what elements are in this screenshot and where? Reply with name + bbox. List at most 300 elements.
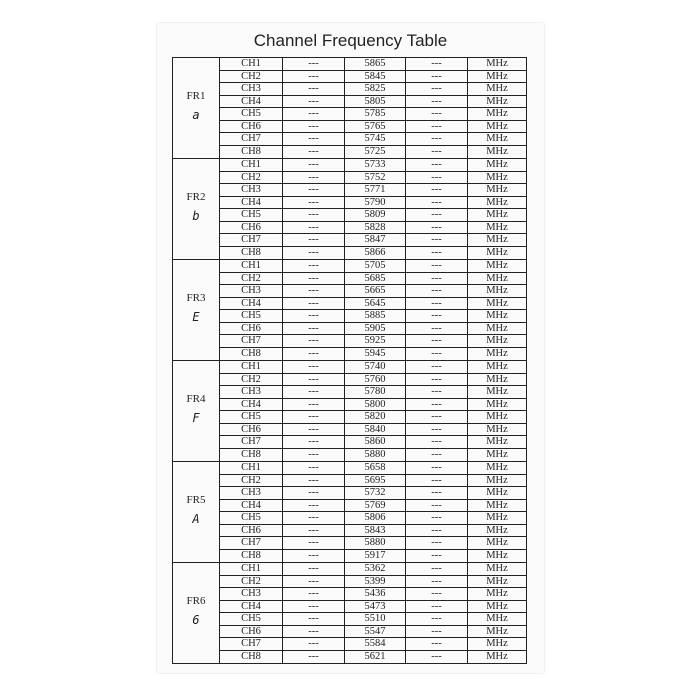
dash-cell: --- [283,411,345,423]
frequency-cell: 5866 [345,247,406,260]
dash-cell: --- [406,58,468,70]
frequency-cell: 5725 [345,146,406,159]
band-label: FR5 [186,494,206,506]
dash-cell: --- [406,436,468,448]
dash-cell: --- [406,298,468,310]
dash-cell: --- [283,146,345,159]
channel-cell: CH5 [220,310,283,322]
dash-cell: --- [406,247,468,260]
channel-cell: CH8 [220,348,283,361]
dash-cell: --- [406,361,468,373]
table-row [220,209,526,222]
table-row [220,626,526,639]
unit-cell: MHz [486,512,508,523]
frequency-cell: 5780 [345,386,406,398]
dash-cell: --- [283,335,345,347]
channel-cell: CH2 [220,576,283,588]
unit-cell: MHz [486,373,508,385]
dash-cell: --- [283,537,345,549]
dash-cell: --- [406,83,468,95]
table-row [220,588,526,601]
table-row [220,260,526,273]
dash-cell: --- [283,273,345,285]
band-cell [173,159,220,259]
dash-cell: --- [406,121,468,133]
dash-cell: --- [406,172,468,184]
dash-cell: --- [283,96,345,108]
frequency-cell: 5658 [345,462,406,474]
table-row [220,550,526,563]
table-row [220,436,526,449]
frequency-cell: 5473 [345,601,406,613]
unit-cell: MHz [486,563,508,574]
dash-cell: --- [283,247,345,260]
unit-cell: MHz [486,638,508,649]
unit-cell: MHz [486,524,508,536]
frequency-cell: 5905 [345,323,406,335]
dash-cell: --- [283,58,345,70]
unit-cell: MHz [486,436,508,447]
table-row [220,348,526,361]
channel-cell: CH3 [220,285,283,297]
table-row [220,146,526,159]
unit-cell: MHz [486,285,508,296]
table-row [220,298,526,311]
table-row [220,487,526,500]
table-row [220,247,526,260]
unit-cell: MHz [486,95,508,107]
dash-cell: --- [406,613,468,625]
dash-cell: --- [283,500,345,512]
channel-cell: CH1 [220,159,283,171]
unit-cell: MHz [486,347,508,359]
channel-cell: CH7 [220,335,283,347]
dash-cell: --- [283,487,345,499]
unit-cell: MHz [486,133,508,144]
channel-cell: CH2 [220,172,283,184]
dash-cell: --- [283,234,345,246]
table-row [220,424,526,437]
frequency-cell: 5510 [345,613,406,625]
frequency-cell: 5847 [345,234,406,246]
dash-cell: --- [406,133,468,145]
band-group [173,260,526,361]
channel-cell: CH6 [220,626,283,638]
unit-cell: MHz [486,398,508,410]
channel-cell: CH6 [220,222,283,234]
channel-cell: CH3 [220,386,283,398]
unit-cell: MHz [486,310,508,321]
unit-cell: MHz [486,411,508,422]
dash-cell: --- [283,374,345,386]
dash-cell: --- [283,121,345,133]
frequency-cell: 5865 [345,58,406,70]
frequency-cell: 5740 [345,361,406,373]
dash-cell: --- [283,588,345,600]
frequency-cell: 5840 [345,424,406,436]
dash-cell: --- [283,108,345,120]
dash-cell: --- [406,184,468,196]
channel-cell: CH7 [220,537,283,549]
dash-cell: --- [283,197,345,209]
table-row [220,58,526,71]
dash-cell: --- [283,638,345,650]
dash-cell: --- [283,462,345,474]
dash-cell: --- [283,83,345,95]
frequency-cell: 5685 [345,273,406,285]
unit-cell: MHz [486,70,508,82]
table-row [220,234,526,247]
dash-cell: --- [406,651,468,664]
channel-cell: CH5 [220,411,283,423]
table-row [220,613,526,626]
channel-cell: CH1 [220,361,283,373]
unit-cell: MHz [486,260,508,271]
channel-cell: CH7 [220,234,283,246]
frequency-cell: 5828 [345,222,406,234]
dash-cell: --- [406,601,468,613]
dash-cell: --- [406,285,468,297]
dash-cell: --- [406,638,468,650]
dash-cell: --- [406,449,468,462]
channel-cell: CH7 [220,638,283,650]
dash-cell: --- [283,449,345,462]
dash-cell: --- [283,651,345,664]
channel-cell: CH5 [220,613,283,625]
channel-cell: CH6 [220,323,283,335]
unit-cell: MHz [486,386,508,397]
channel-cell: CH8 [220,247,283,260]
dash-cell: --- [406,96,468,108]
band-display-glyph: F [192,411,200,425]
band-cell [173,462,220,562]
band-cell [173,563,220,663]
dash-cell: --- [406,310,468,322]
table-row [220,310,526,323]
table-row [220,525,526,538]
dash-cell: --- [406,512,468,524]
dash-cell: --- [283,436,345,448]
channel-cell: CH4 [220,399,283,411]
unit-cell: MHz [486,196,508,208]
dash-cell: --- [283,298,345,310]
frequency-cell: 5825 [345,83,406,95]
unit-cell: MHz [486,499,508,511]
channel-cell: CH5 [220,512,283,524]
frequency-cell: 5760 [345,374,406,386]
dash-cell: --- [283,386,345,398]
unit-cell: MHz [486,462,508,473]
dash-cell: --- [283,525,345,537]
unit-cell: MHz [486,108,508,119]
frequency-cell: 5790 [345,197,406,209]
band-display-glyph: A [192,512,200,526]
dash-cell: --- [406,209,468,221]
dash-cell: --- [406,588,468,600]
page-title: Channel Frequency Table [253,31,448,50]
table-row [220,159,526,172]
table-row [220,361,526,374]
dash-cell: --- [406,335,468,347]
band-label: FR2 [186,191,206,203]
unit-cell: MHz [486,625,508,637]
table-row [220,172,526,185]
band-cell [173,260,220,360]
table-row [220,651,526,664]
channel-cell: CH8 [220,449,283,462]
unit-cell: MHz [486,322,508,334]
channel-cell: CH3 [220,588,283,600]
dash-cell: --- [406,411,468,423]
channel-cell: CH6 [220,424,283,436]
channel-cell: CH2 [220,71,283,83]
frequency-cell: 5771 [345,184,406,196]
dash-cell: --- [283,550,345,563]
channel-cell: CH1 [220,563,283,575]
frequency-cell: 5885 [345,310,406,322]
unit-cell: MHz [486,297,508,309]
channel-cell: CH1 [220,260,283,272]
table-row [220,197,526,210]
band-display-glyph: E [192,310,200,324]
frequency-cell: 5547 [345,626,406,638]
dash-cell: --- [406,626,468,638]
channel-cell: CH4 [220,197,283,209]
table-row [220,323,526,336]
unit-cell: MHz [486,613,508,624]
band-group [173,462,526,563]
table-row [220,512,526,525]
channel-cell: CH3 [220,487,283,499]
dash-cell: --- [406,576,468,588]
band-group [173,159,526,260]
band-display-glyph: b [192,209,200,223]
frequency-cell: 5765 [345,121,406,133]
unit-cell: MHz [486,171,508,183]
dash-cell: --- [406,500,468,512]
channel-cell: CH8 [220,146,283,159]
table-row [220,475,526,488]
dash-cell: --- [406,71,468,83]
channel-cell: CH4 [220,96,283,108]
table-row [220,449,526,462]
channel-cell: CH4 [220,601,283,613]
dash-cell: --- [406,399,468,411]
channel-cell: CH8 [220,550,283,563]
band-cell [173,58,220,158]
dash-cell: --- [406,475,468,487]
table-row [220,537,526,550]
frequency-cell: 5665 [345,285,406,297]
frequency-cell: 5945 [345,348,406,361]
channel-cell: CH3 [220,184,283,196]
dash-cell: --- [283,209,345,221]
dash-cell: --- [283,348,345,361]
frequency-cell: 5820 [345,411,406,423]
frequency-cell: 5880 [345,449,406,462]
unit-cell: MHz [486,600,508,612]
frequency-cell: 5769 [345,500,406,512]
dash-cell: --- [406,348,468,361]
table-row [220,462,526,475]
frequency-cell: 5362 [345,563,406,575]
dash-cell: --- [406,462,468,474]
channel-cell: CH3 [220,83,283,95]
table-row [220,335,526,348]
unit-cell: MHz [486,120,508,132]
table-row [220,184,526,197]
frequency-cell: 5695 [345,475,406,487]
channel-cell: CH1 [220,462,283,474]
unit-cell: MHz [486,272,508,284]
unit-cell: MHz [486,650,508,662]
band-display-glyph: 6 [192,613,200,627]
unit-cell: MHz [486,487,508,498]
unit-cell: MHz [486,234,508,245]
unit-cell: MHz [486,549,508,561]
dash-cell: --- [283,512,345,524]
dash-cell: --- [406,197,468,209]
channel-cell: CH5 [220,209,283,221]
table-row [220,273,526,286]
unit-cell: MHz [486,575,508,587]
band-display-glyph: a [192,108,200,122]
table-row [220,83,526,96]
channel-frequency-table [172,57,527,664]
dash-cell: --- [406,424,468,436]
dash-cell: --- [283,424,345,436]
frequency-cell: 5705 [345,260,406,272]
table-row [220,285,526,298]
dash-cell: --- [406,563,468,575]
frequency-cell: 5809 [345,209,406,221]
frequency-cell: 5584 [345,638,406,650]
dash-cell: --- [283,184,345,196]
dash-cell: --- [283,260,345,272]
dash-cell: --- [406,386,468,398]
dash-cell: --- [283,576,345,588]
dash-cell: --- [283,613,345,625]
frequency-cell: 5733 [345,159,406,171]
unit-cell: MHz [486,335,508,346]
unit-cell: MHz [486,145,508,157]
unit-cell: MHz [486,184,508,195]
unit-cell: MHz [486,588,508,599]
dash-cell: --- [406,108,468,120]
frequency-cell: 5621 [345,651,406,664]
channel-cell: CH6 [220,121,283,133]
table-row [220,601,526,614]
dash-cell: --- [283,71,345,83]
dash-cell: --- [283,310,345,322]
frequency-cell: 5880 [345,537,406,549]
table-row [220,638,526,651]
dash-cell: --- [283,172,345,184]
table-row [220,411,526,424]
band-label: FR6 [186,595,206,607]
dash-cell: --- [406,525,468,537]
dash-cell: --- [283,475,345,487]
table-row [220,576,526,589]
unit-cell: MHz [486,209,508,220]
frequency-cell: 5805 [345,96,406,108]
dash-cell: --- [406,550,468,563]
channel-cell: CH2 [220,273,283,285]
frequency-cell: 5843 [345,525,406,537]
table-row [220,374,526,387]
dash-cell: --- [406,487,468,499]
unit-cell: MHz [486,83,508,94]
dash-cell: --- [283,399,345,411]
channel-cell: CH4 [220,298,283,310]
dash-cell: --- [283,285,345,297]
frequency-cell: 5785 [345,108,406,120]
table-row [220,96,526,109]
frequency-cell: 5645 [345,298,406,310]
dash-cell: --- [283,133,345,145]
dash-cell: --- [283,222,345,234]
frequency-cell: 5399 [345,576,406,588]
unit-cell: MHz [486,361,508,372]
dash-cell: --- [283,563,345,575]
unit-cell: MHz [486,537,508,548]
band-group [173,563,526,664]
band-label: FR1 [186,90,206,102]
dash-cell: --- [406,234,468,246]
frequency-cell: 5925 [345,335,406,347]
unit-cell: MHz [486,474,508,486]
table-row [220,71,526,84]
frequency-cell: 5806 [345,512,406,524]
band-group [173,361,526,462]
dash-cell: --- [406,374,468,386]
dash-cell: --- [283,361,345,373]
channel-cell: CH6 [220,525,283,537]
channel-cell: CH7 [220,133,283,145]
table-row [220,500,526,513]
frequency-cell: 5860 [345,436,406,448]
channel-cell: CH4 [220,500,283,512]
table-row [220,121,526,134]
unit-cell: MHz [486,159,508,170]
channel-cell: CH2 [220,475,283,487]
dash-cell: --- [406,222,468,234]
frequency-cell: 5436 [345,588,406,600]
dash-cell: --- [283,601,345,613]
frequency-cell: 5917 [345,550,406,563]
frequency-cell: 5845 [345,71,406,83]
frequency-cell: 5732 [345,487,406,499]
unit-cell: MHz [486,221,508,233]
band-group [173,58,526,159]
dash-cell: --- [283,626,345,638]
table-row [220,108,526,121]
unit-cell: MHz [486,423,508,435]
dash-cell: --- [283,323,345,335]
dash-cell: --- [283,159,345,171]
unit-cell: MHz [486,246,508,258]
dash-cell: --- [406,323,468,335]
frequency-cell: 5800 [345,399,406,411]
dash-cell: --- [406,273,468,285]
dash-cell: --- [406,159,468,171]
unit-cell: MHz [486,448,508,460]
band-label: FR3 [186,292,206,304]
channel-cell: CH8 [220,651,283,664]
dash-cell: --- [406,537,468,549]
dash-cell: --- [406,260,468,272]
channel-cell: CH7 [220,436,283,448]
